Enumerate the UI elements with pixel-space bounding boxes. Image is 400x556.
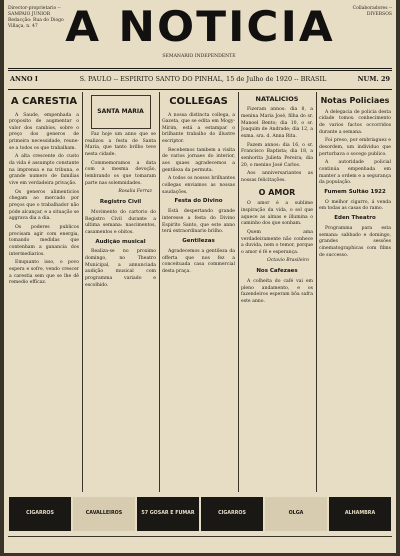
article-paragraph: Realiza-se no proximo domingo, no Theatro Municipal, a annunciada audição musical com programma variado e escolhido. bbox=[85, 249, 156, 288]
article-heading: A CARESTIA bbox=[10, 96, 78, 107]
divider bbox=[8, 536, 392, 537]
article-heading: Registro Civil bbox=[99, 198, 142, 205]
article-heading: Fumem Sultão 1922 bbox=[324, 188, 386, 195]
divider bbox=[8, 89, 392, 90]
masthead-left-line: Redacção: Rua do Diogo Villaça, n. 47 bbox=[8, 18, 64, 30]
advertisement-strip bbox=[8, 496, 392, 532]
ad-alhambra: ALHAMBRA bbox=[328, 496, 392, 532]
article-paragraph: Foi preso, por embriaguez e desordem, um individuo que perturbava o socego publico. bbox=[319, 138, 391, 157]
column-5 bbox=[319, 93, 391, 491]
divider bbox=[8, 68, 392, 69]
article-heading: O AMOR bbox=[258, 187, 296, 197]
article-paragraph: Os poderes publicos precisam agir com energia, tomando medidas que contenham a ganancia dos intermediarios. bbox=[9, 225, 79, 257]
dateline-year: ANNO I bbox=[10, 75, 38, 83]
article-paragraph: Movimento do cartorio do Registro Civil durante a ultima semana: nascimentos, casamentos e obitos. bbox=[85, 209, 156, 235]
masthead-subtitle: SEMANARIO INDEPENDENTE bbox=[162, 54, 236, 59]
ad-cavalleiros: CAVALLEIROS bbox=[72, 496, 136, 532]
article-heading: NATALICIOS bbox=[255, 95, 299, 103]
article-heading: Audição musical bbox=[95, 238, 146, 245]
dateline-number: NUM. 29 bbox=[357, 75, 390, 83]
column-2 bbox=[85, 93, 156, 491]
column-divider bbox=[159, 92, 160, 492]
masthead-right-line: Collaboradores -- DIVERSOS bbox=[352, 6, 392, 18]
ad-cigarros-2: CIGARROS bbox=[200, 496, 264, 532]
column-divider bbox=[316, 92, 317, 492]
article-heading: Notas Policiaes bbox=[320, 96, 390, 105]
masthead-right-block bbox=[334, 6, 392, 18]
article-heading: COLLEGAS bbox=[169, 96, 228, 107]
article-signature: Octavio Brasileiro bbox=[267, 258, 309, 264]
article-paragraph: A colheita do café vai em pleno andamento, e os fazendeiros esperam bôa safra este anno. bbox=[241, 279, 313, 305]
article-paragraph: A nossa distincta collega, a Gazeta, que se edita em Mogy-Mirim, está a estampar o brilhante trabalho do illustre escriptor. bbox=[162, 112, 235, 145]
article-signature: Rosalia Ferraz bbox=[118, 189, 152, 195]
article-paragraph: A todos os nossos brilhantes collegas enviamos as nossas saudações. bbox=[162, 176, 235, 195]
article-paragraph: Programma para esta semana: sabbado e domingo, grandes sessões cinematographicas com films de successo. bbox=[319, 226, 391, 258]
ad-cigarros: CIGARROS bbox=[8, 496, 72, 532]
article-paragraph: Fizeram annos: dia 8, a menina Maria José, filha do sr. Manoel Bento; dia 10, o sr. Joaquim de Andrade; dia 12, a exma. sra. d. Anna Rita. bbox=[241, 107, 313, 140]
column-1 bbox=[9, 93, 79, 491]
column-3 bbox=[162, 93, 235, 491]
article-paragraph: Recebemos tambem a visita de varios jornaes do interior, aos quaes agradecemos a gentileza da permuta. bbox=[162, 147, 235, 173]
article-heading: Eden Theatro bbox=[334, 215, 376, 222]
ad-olga: OLGA bbox=[264, 496, 328, 532]
santa-maria-banner bbox=[91, 95, 151, 129]
ad-gosar-e-fumar: 57 GOSAR E FUMAR bbox=[136, 496, 200, 532]
article-paragraph: Fazem annos: dia 16, o sr. Francisco Baptista; dia 18, a senhorita Julieta Pereira; dia 20, o menino José Carlos. bbox=[241, 142, 313, 168]
article-paragraph: Commemoramos a data com a mesma devoção, lembrando os que tomaram parte nas solemnidades. bbox=[85, 160, 156, 186]
article-paragraph: Os generos alimenticios chegam ao mercado por preços que o trabalhador não póde alcançar, e a situação se aggrava dia a dia. bbox=[9, 189, 79, 222]
dateline bbox=[8, 73, 392, 87]
newspaper-page bbox=[4, 0, 396, 553]
article-paragraph: A delegacia de policia desta cidade tomou conhecimento de varios factos occorridos durante a semana. bbox=[319, 109, 391, 135]
article-heading: Gentilezas bbox=[182, 237, 215, 244]
article-paragraph: A Saude, empenhada a proposito de augmentar o valor dos cambios, sobre o preço dos generos de primeira necessidade, reune-se a todos os que trabalham. bbox=[9, 112, 79, 151]
article-paragraph: A alta crescente do custo da vida é assumpto constante na imprensa e na tribuna, e grande numero de familias vive em verdadeira privação. bbox=[9, 154, 79, 187]
article-paragraph: Quem ama verdadeiramente não conhece a duvida, nem o temor, porque o amor é fé e esperança. bbox=[241, 229, 313, 255]
article-paragraph: Agradecemos a gentileza da offerta que nos fez a conceituada casa commercial desta praça. bbox=[162, 248, 235, 274]
dateline-date: S. PAULO -- ESPIRITO SANTO DO PINHAL, 15 de Julho de 1920 -- BRASIL bbox=[79, 75, 327, 83]
column-4 bbox=[241, 93, 313, 491]
column-divider bbox=[238, 92, 239, 492]
masthead-title: A NOTICIA bbox=[65, 2, 335, 51]
article-paragraph: Emquanto isso, o povo espera e sofre, vendo crescer a carestia sem que se lhe dê remedio efficaz. bbox=[9, 260, 79, 286]
banner-title: SANTA MARIA bbox=[97, 107, 144, 115]
article-paragraph: Aos anniversariantes as nossas felicitações. bbox=[241, 171, 313, 183]
article-heading: Nos Cafezaes bbox=[256, 268, 298, 275]
article-paragraph: A autoridade policial continúa empenhada em manter a ordem e a segurança da população. bbox=[319, 160, 391, 186]
article-paragraph: Está despertando grande interesse a festa do Divino Espirito Santo, que este anno terá extraordinario brilho. bbox=[162, 209, 235, 235]
article-paragraph: Faz hoje um anno que se realizou a festa de Santa Maria, que tanto brilho teve nesta cidade. bbox=[85, 132, 156, 157]
divider bbox=[8, 70, 392, 71]
column-divider bbox=[82, 92, 83, 492]
masthead-left-line: Director-proprietario -- SAMPAIO JUNIOR bbox=[8, 6, 61, 18]
article-paragraph: O amor é a sublime inspiração da vida, o sol que aquece as almas e illumina o caminho dos que sonham. bbox=[241, 201, 313, 227]
article-paragraph: O melhor cigarro, á venda em todas as casas do ramo. bbox=[319, 199, 391, 212]
article-heading: Festa do Divino bbox=[174, 198, 223, 205]
